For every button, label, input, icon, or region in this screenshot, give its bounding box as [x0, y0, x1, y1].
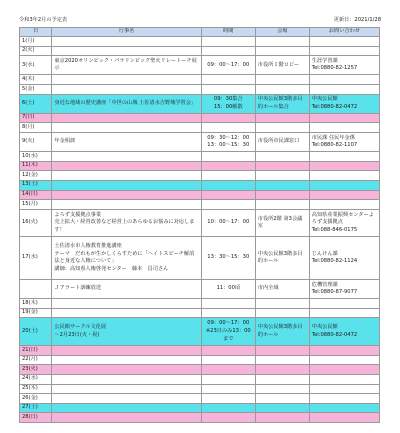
time-cell — [201, 299, 255, 309]
contact-cell — [309, 180, 379, 190]
date-cell — [20, 280, 52, 299]
table-row — [20, 299, 380, 309]
table-row — [20, 37, 380, 47]
time-cell: 09：30～12：00 13：00～15：30 — [201, 132, 255, 151]
time-cell — [201, 113, 255, 123]
table-row — [20, 318, 380, 346]
contact-cell — [309, 374, 379, 384]
event-cell — [52, 75, 201, 85]
event-cell — [52, 355, 201, 365]
table-row — [20, 180, 380, 190]
contact-cell — [309, 308, 379, 318]
event-cell — [52, 394, 201, 404]
date-cell: 5(金) — [20, 84, 52, 94]
venue-cell — [255, 299, 309, 309]
time-cell — [201, 152, 255, 162]
contact-cell — [309, 384, 379, 394]
col-header-date: 日 — [20, 28, 52, 37]
date-cell: 14(日) — [20, 190, 52, 200]
contact-cell — [309, 161, 379, 171]
venue-cell — [255, 384, 309, 394]
time-cell — [201, 171, 255, 181]
contact-cell: 生涯学習課 Tel:0880-82-1257 — [309, 56, 379, 75]
venue-cell — [255, 355, 309, 365]
time-cell — [201, 355, 255, 365]
contact-cell — [309, 413, 379, 423]
contact-cell — [309, 37, 379, 47]
table-row — [20, 209, 380, 237]
table-row — [20, 46, 380, 56]
date-cell: 24(水) — [20, 374, 52, 384]
venue-cell — [255, 171, 309, 181]
table-row — [20, 346, 380, 356]
time-cell — [201, 190, 255, 200]
table-row — [20, 237, 380, 280]
time-cell — [201, 123, 255, 133]
contact-cell — [309, 394, 379, 404]
time-cell — [201, 346, 255, 356]
venue-cell — [255, 161, 309, 171]
date-cell: 7(日) — [20, 113, 52, 123]
col-header-time: 時間 — [201, 28, 255, 37]
event-cell — [52, 299, 201, 309]
event-cell: Ｊアラート訓練放送 — [52, 280, 201, 299]
contact-cell — [309, 75, 379, 85]
venue-cell — [255, 113, 309, 123]
time-cell — [201, 46, 255, 56]
table-row — [20, 355, 380, 365]
venue-cell: 市内全域 — [255, 280, 309, 299]
venue-cell — [255, 180, 309, 190]
venue-cell — [255, 365, 309, 375]
time-cell — [201, 374, 255, 384]
event-cell — [52, 190, 201, 200]
event-cell — [52, 403, 201, 413]
col-header-venue: 会場 — [255, 28, 309, 37]
date-cell: 2(火) — [20, 46, 52, 56]
date-cell: 22(月) — [20, 355, 52, 365]
date-cell: 23(火) — [20, 365, 52, 375]
contact-cell — [309, 152, 379, 162]
table-row — [20, 113, 380, 123]
time-cell — [201, 413, 255, 423]
contact-cell: 危機管理課 Tel:0880-87-9077 — [309, 280, 379, 299]
date-cell: 15(月) — [20, 200, 52, 210]
time-cell — [201, 365, 255, 375]
time-cell: 10：00～17：00 — [201, 209, 255, 237]
event-cell — [52, 113, 201, 123]
date-cell: 11(木) — [20, 161, 52, 171]
time-cell — [201, 394, 255, 404]
time-cell — [201, 75, 255, 85]
table-row — [20, 56, 380, 75]
venue-cell — [255, 346, 309, 356]
time-cell — [201, 308, 255, 318]
table-row — [20, 413, 380, 423]
venue-cell — [255, 75, 309, 85]
event-cell — [52, 84, 201, 94]
table-row — [20, 75, 380, 85]
event-cell — [52, 180, 201, 190]
document-header — [19, 16, 381, 25]
venue-cell — [255, 152, 309, 162]
document-title: 令和3年2月の予定表 — [19, 17, 68, 23]
time-cell — [201, 403, 255, 413]
venue-cell — [255, 37, 309, 47]
table-row — [20, 84, 380, 94]
contact-cell — [309, 190, 379, 200]
date-cell: 20(土) — [20, 318, 52, 346]
date-cell: 12(金) — [20, 171, 52, 181]
contact-cell — [309, 84, 379, 94]
event-cell — [52, 123, 201, 133]
date-cell: 27(土) — [20, 403, 52, 413]
contact-cell: 市民課 住民年金係 Tel:0880-82-1107 — [309, 132, 379, 151]
event-cell: よろず支援拠点事業 売上拡大・経営改善など経営上のあらゆるお悩みに対応します！ — [52, 209, 201, 237]
table-row — [20, 152, 380, 162]
event-cell: 年金相談 — [52, 132, 201, 151]
table-row — [20, 384, 380, 394]
date-cell: 13(土) — [20, 180, 52, 190]
contact-cell: 高知県産業振興センターよろず支援拠点 Tel:088-846-0175 — [309, 209, 379, 237]
event-cell — [52, 374, 201, 384]
schedule-table — [19, 27, 380, 423]
contact-cell — [309, 346, 379, 356]
time-cell: 11：00頃 — [201, 280, 255, 299]
contact-cell: 中央公民館 Tel:0880-82-0472 — [309, 94, 379, 113]
venue-cell: 中央公民館3階多目的ホール — [255, 237, 309, 280]
date-cell: 6(土) — [20, 94, 52, 113]
event-cell — [52, 152, 201, 162]
event-cell — [52, 365, 201, 375]
table-row — [20, 132, 380, 151]
time-cell — [201, 180, 255, 190]
event-cell — [52, 46, 201, 56]
contact-cell — [309, 171, 379, 181]
date-cell: 26(金) — [20, 394, 52, 404]
time-cell: 09：00～17：00 ※23日のみ13：00まで — [201, 318, 255, 346]
time-cell — [201, 84, 255, 94]
contact-cell — [309, 113, 379, 123]
venue-cell: 市役所１階ロビー — [255, 56, 309, 75]
event-cell: 土佐清水市人権教育推進講座 テーマ だれもが生かしくらすために「ヘイトスピーチ解消法と身近な人権について」 講師：高知県人権啓発センター 藤本 昌司さん — [52, 237, 201, 280]
venue-cell — [255, 123, 309, 133]
contact-cell: 中央公民館 Tel:0880-82-0472 — [309, 318, 379, 346]
event-cell — [52, 161, 201, 171]
date-cell: 17(水) — [20, 237, 52, 280]
venue-cell: 市役所市民課窓口 — [255, 132, 309, 151]
contact-cell — [309, 403, 379, 413]
time-cell — [201, 161, 255, 171]
table-row — [20, 394, 380, 404]
venue-cell — [255, 413, 309, 423]
event-cell: 身近な地域の歴史講座「中世の山城 土佐清水吉野城学習会」 — [52, 94, 201, 113]
table-row — [20, 200, 380, 210]
venue-cell — [255, 84, 309, 94]
contact-cell — [309, 365, 379, 375]
table-row — [20, 280, 380, 299]
date-cell: 28(日) — [20, 413, 52, 423]
event-cell: 公民館サークル文化展 ～2月23日(火・祝) — [52, 318, 201, 346]
date-cell: 25(木) — [20, 384, 52, 394]
event-cell — [52, 346, 201, 356]
venue-cell — [255, 403, 309, 413]
contact-cell — [309, 46, 379, 56]
table-row — [20, 123, 380, 133]
time-cell — [201, 200, 255, 210]
date-cell: 3(水) — [20, 56, 52, 75]
table-row — [20, 171, 380, 181]
event-cell: 東京2020オリンピック・パラリンピック聖火リレートーチ展示 — [52, 56, 201, 75]
table-row — [20, 365, 380, 375]
table-row — [20, 190, 380, 200]
contact-cell — [309, 299, 379, 309]
venue-cell — [255, 374, 309, 384]
venue-cell — [255, 394, 309, 404]
date-cell: 1(月) — [20, 37, 52, 47]
date-cell: 19(金) — [20, 308, 52, 318]
contact-cell: じんけん課 Tel:0880-82-1124 — [309, 237, 379, 280]
contact-cell — [309, 355, 379, 365]
updated-date: 更新日：2021/1/28 — [333, 17, 381, 23]
event-cell — [52, 308, 201, 318]
time-cell: 13：30～15：30 — [201, 237, 255, 280]
col-header-event: 行事名 — [52, 28, 201, 37]
col-header-contact: お問い合わせ — [309, 28, 379, 37]
venue-cell: 中央公民館3階多目的ホール集合 — [255, 94, 309, 113]
venue-cell — [255, 200, 309, 210]
date-cell: 9(火) — [20, 132, 52, 151]
venue-cell — [255, 190, 309, 200]
event-cell — [52, 171, 201, 181]
venue-cell: 中央公民館3階多目的ホール — [255, 318, 309, 346]
date-cell: 10(水) — [20, 152, 52, 162]
event-cell — [52, 37, 201, 47]
time-cell — [201, 37, 255, 47]
date-cell: 21(日) — [20, 346, 52, 356]
time-cell: 09：00～17：00 — [201, 56, 255, 75]
contact-cell — [309, 123, 379, 133]
table-row — [20, 161, 380, 171]
date-cell: 18(木) — [20, 299, 52, 309]
event-cell — [52, 413, 201, 423]
table-row — [20, 374, 380, 384]
time-cell — [201, 384, 255, 394]
venue-cell — [255, 46, 309, 56]
event-cell — [52, 384, 201, 394]
date-cell: 4(木) — [20, 75, 52, 85]
table-body — [20, 37, 380, 423]
time-cell: 09：30集合 15：00解散 — [201, 94, 255, 113]
event-cell — [52, 200, 201, 210]
table-row — [20, 403, 380, 413]
table-header-row — [20, 28, 380, 37]
contact-cell — [309, 200, 379, 210]
venue-cell — [255, 308, 309, 318]
venue-cell: 市役所2階 第3会議室 — [255, 209, 309, 237]
table-row — [20, 94, 380, 113]
date-cell: 8(月) — [20, 123, 52, 133]
date-cell: 16(火) — [20, 209, 52, 237]
table-row — [20, 308, 380, 318]
